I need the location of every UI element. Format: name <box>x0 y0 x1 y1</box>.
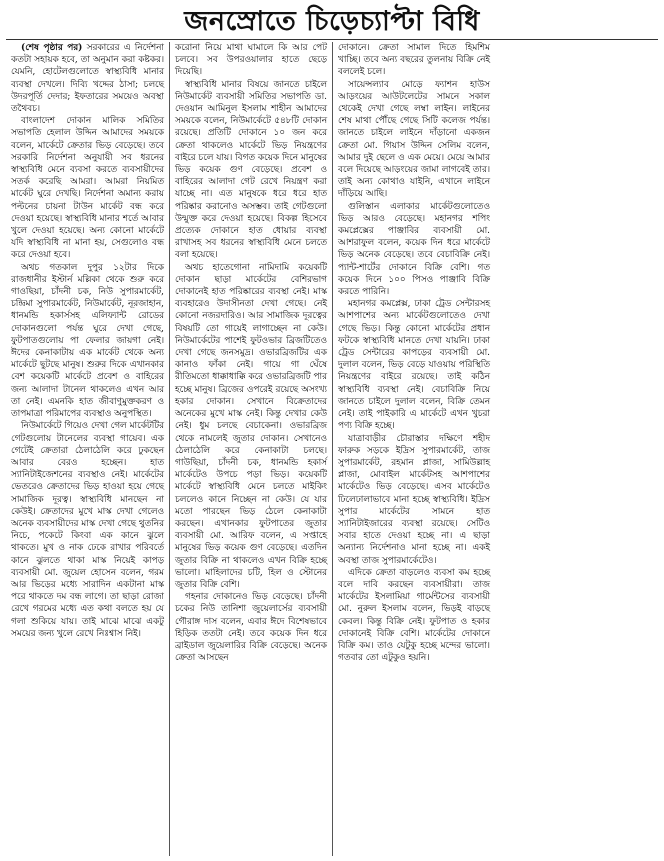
paragraph <box>175 262 327 591</box>
paragraph-text: করোনা নিয়ে মাথা ঘামালে কি আর পেট চলবে। সব উপরওয়ালার হাতে ছেড়ে দিয়েছি। <box>175 43 327 78</box>
paragraph <box>338 79 490 201</box>
paragraph-text: এদিকে ক্রেতা বাড়লেও ব্যবসা কম হচ্ছে বলে দাবি করছেন ব্যবসায়ীরা। তাজ মার্কেটের ইসলামিয়া গার্মেন্টসের ব্যবসায়ী মো. নুরুল ইসলাম বলেন, ভিড়ই বাড়ছে কেবল। কিন্তু বিক্রি নেই। ফুটপাত ও হকার দোকানেই বিক্রি বেশি। মার্কেটের দোকানে বিক্রি কম। তাও যেটুকু হচ্ছে মন্দের ভালো। গতবার তো এটুকুও হয়নি। <box>338 567 490 664</box>
paragraph-text: যাত্রাবাড়ীর চৌরাস্তার দক্ষিণে শহীদ ফারুক সড়কে ইদ্রিস সুপারমার্কেট, তাজ সুপারমার্কেট, রহমান প্লাজা, সামিউল্লাহ প্লাজা, মোবাইল মার্কেটসহ আশপাশের মার্কেটেও ভিড় বেড়েছে। এসব মার্কেটেও ঢিলেঢালাভাবে মানা হচ্ছে স্বাস্থ্যবিধি। ইদ্রিস সুপার মার্কেটের সামনে হাত স্যানিটাইজারের ব্যবস্থা রয়েছে। সেটিও সবার হাতে দেওয়া হচ্ছে না। এ ছাড়া অন্যান্য নির্দেশনাও মানা হচ্ছে না। একই অবস্থা তাজ সুপারমার্কেটেও। <box>338 433 490 566</box>
paragraph-text: গহনার দোকানেও ভিড় বেড়েছে। চাঁদনী চকের নিউ তানিশা জুয়েলার্সের ব্যবসায়ী গৌরাঙ্গ দাস বলেন, এবার ঈদে বিশেষভাবে হিড়িক ততটা নেই। তবে কয়েক দিন ধরে ব্রাইডাল জুয়েলারির বিক্রি বেড়েছে। অনেক ক্রেতা আসছেন <box>175 592 327 664</box>
paragraph-text: নিউমার্কেটে গিয়েও দেখা গেল মার্কেটটির গেটগুলোয় টানেলের ব্যবস্থা গায়েব। এক গেটেই ক্রেতারা ঠেলাঠেলি করে ঢুকছেন আবার বেরও হচ্ছেন। হাত স্যানিটাইজেশনের ব্যবস্থাও নেই। মার্কেটের ভেতরেও ক্রেতাদের ভিড় হাওয়া হয়ে গেছে সামাজিক দূরত্ব। স্বাস্থ্যবিধি মানছেন না কেউই। ক্রেতাদের মুখে মাস্ক দেখা গেলেও অনেক ব্যবসায়ীদের মাস্ক দেখা গেছে থুতনির নিচে, পকেটে কিংবা এক কানে ঝুলে থাকতে। মুখ ও নাক ঢেকে রাখার পরিবর্তে কানে ঝুলতে থাকা মাস্ক নিয়েই কাপড় ব্যবসায়ী মো. জুয়েল হোসেন বলেন, গরম আর ভিড়ের মধ্যে সারাদিন একটানা মাস্ক পরে থাকতে দম বন্ধ লাগে। তা ছাড়া রোজা রেখে গরমের মধ্যে এত কথা বলতে হয় যে গলা শুকিয়ে যায়। তাই মাঝে মাঝে একটু সময়ের জন্য খুলে রেখে নিঃশ্বাস নিই। <box>11 421 164 639</box>
paragraph-text: স্বাস্থ্যবিধি মানার বিষয়ে জানতে চাইলে নিউমার্কেট ব্যবসায়ী সমিতির সভাপতি ডা. দেওয়ান আমিনুল ইসলাম শাহীন আমাদের সময়কে বলেন, নিউমার্কেটে ৫৪৮টি দোকান রয়েছে। প্রতিটি দোকানে ১০ জন করে ক্রেতা থাকলেও মার্কেটে ভিড় নিয়ন্ত্রণের বাইরে চলে যায়। বিগত কয়েক দিনে মানুষের ভিড় কয়েক গুণ বেড়েছে। প্রবেশ ও বাহিরের আলাদা গেট রেখে নিয়ন্ত্রণ করা যাচ্ছে না। এত মানুষকে ধরে ধরে হাত পরিষ্কার করানোও অসম্ভব। তাই গেটগুলো উন্মুক্ত করে দেওয়া হয়েছে। বিকল্প হিসেবে প্রত্যেক দোকানে হাত ধোয়ার ব্যবস্থা রাখাসহ সব ধরনের স্বাস্থ্যবিধি মেনে চলতে বলা হয়েছে। <box>175 79 327 261</box>
column-1 <box>6 42 169 856</box>
paragraph <box>338 298 490 432</box>
paragraph <box>11 420 164 640</box>
paragraph <box>11 115 164 261</box>
column-2 <box>169 42 332 856</box>
paragraph <box>11 262 164 421</box>
paragraph-text: সায়েন্সল্যাব মোড়ে ফ্যাশন হাউস আড়ংয়ের আউটলেটের সামনে সকাল থেকেই দেখা গেছে লম্বা লাইন। লাইনের শেষ মাথা পৌঁছে গেছে সিটি কলেজ পর্যন্ত। জানতে চাইলে লাইনে দাঁড়ানো একজন ক্রেতা মো. গিয়াস উদ্দিন সেলিম বলেন, আমার দুই ছেলে ও এক মেয়ে। মেয়ে আমার বলে দিয়েছে আড়ংয়ের জামা লাগবেই তার। তাই অন্য কোথাও যাইনি, এখানে লাইনে দাঁড়িয়ে আছি। <box>338 79 490 200</box>
paragraph-text: গুলিস্তান এলাকার মার্কেটগুলোতেও ভিড় আরও বেড়েছে। মহানগর শপিং কমপ্লেক্সের পাঞ্জাবির ব্যবসায়ী মো. আশরাফুল বলেন, কয়েক দিন ধরে মার্কেটে ভিড় অনেক বেড়েছে। তবে বেচাবিক্রি নেই। প্যান্ট-শার্টের দোকানে বিক্রি বেশি। গত কয়েক দিনে ১০০ পিসও পাঞ্জাবি বিক্রি করতে পারিনি। <box>338 201 490 298</box>
paragraph <box>338 42 490 79</box>
paragraph-text: বাংলাদেশ দোকান মালিক সমিতির সভাপতি হেলাল উদ্দিন আমাদের সময়কে বলেন, মার্কেটে ক্রেতার ভিড় বেড়েছে। তবে সরকারি নির্দেশনা অনুযায়ী সব ধরনের স্বাস্থ্যবিধি মেনে ব্যবসা করতে ব্যবসায়ীদের সতর্ক করেছি আমরা। আমরা নিয়মিত মার্কেট ঘুরে দেখছি। নির্দেশনা অমান্য করায় পল্টনের চায়না টাউন মার্কেট বন্ধ করে দেওয়া হয়েছে। স্বাস্থ্যবিধি মানার শর্তে আবার খুলে দেওয়া হয়েছে। অন্য কোনো মার্কেটে যদি স্বাস্থ্যবিধি না মানা হয়, সেগুলোও বন্ধ করে দেওয়া হবে। <box>11 116 164 261</box>
paragraph-text: অথচ গতকাল দুপুর ১২টার দিকে রাজধানীর ইস্টার্ন মল্লিকা থেকে শুরু করে গাওছিয়া, চাঁদনী চক, নিউ সুপারমার্কেট, চন্দ্রিমা সুপারমার্কেট, নিউমার্কেট, নূরজাহান, ধানমন্ডি হকার্সসহ এলিফ্যান্ট রোডের দোকানগুলো পর্যন্ত ঘুরে দেখা গেছে, ফুটপাতগুলোয় পা ফেলার জায়গা নেই। ঈদের কেনাকাটায় এক মার্কেট থেকে অন্য মার্কেটে ছুটছে মানুষ। শুরুর দিকে এখানকার বেশ কয়েকটি মার্কেটে প্রবেশ ও বাহিরের জন্য আলাদা টানেল থাকলেও এখন আর তা নেই। এমনকি হাত জীবাণুমুক্তকরণ ও তাপমাত্রা পরিমাপের ব্যবস্থাও অনুপস্থিত। <box>11 262 164 420</box>
paragraph <box>11 42 164 115</box>
continuation-marker: (শেষ পৃষ্ঠার পর) <box>21 43 83 53</box>
paragraph <box>338 201 490 299</box>
paragraph-text: দোকানে। ক্রেতা সামাল দিতে হিমশিম খাচ্ছি। তবে অন্য বছরের তুলনায় বিক্রি নেই বললেই চলে। <box>338 43 490 78</box>
headline: জনস্রোতে চিড়েচ্যাপ্টা বিধি <box>6 4 658 40</box>
paragraph-text: সরকারের এ নির্দেশনা কতটা সহায়ক হবে, তা অনুমান করা কষ্টকর। যেমনি, হোটেলগুলোতে স্বাস্থ্যবিধি মানার ব্যবস্থা দেখলে। দিব্যি খদ্দের ঠাসা; চলছে উদরপূর্তি দেদার; ইফতারের সময়েও অবস্থা তথৈবচ। <box>11 43 164 115</box>
paragraph-text: অথচ হাতেগোনা নামিদামি কয়েকটি দোকান ছাড়া মার্কেটের বেশিরভাগ দোকানেই হাত পরিষ্কারের ব্যবস্থা নেই। মাস্ক ব্যবহারেও উদাসীনতা দেখা গেছে। নেই কোনো নজরদারিও। আর সামাজিক দূরত্বের বিষয়টি তো গায়েই লাগাচ্ছেন না কেউ। নিউমার্কেটের পাশেই ফুটওভার ব্রিজটিতেও দেখা গেছে জনসমুদ্র। ওভারব্রিজটির এক কানাও ফাঁকা নেই। গায়ে গা ঘেঁষে রীতিমতো ধাক্কাধাক্কি করে ওভারব্রিজটি পার হচ্ছে মানুষ। ব্রিজের ওপরেই রয়েছে অসংখ্য হকার দোকান। সেখানে বিক্রেতাদের অনেকের মুখে মাস্ক নেই। কিন্তু দেখার কেউ নেই। ধুম চলছে বেচাকেনা। ওভারব্রিজ থেকে নামলেই জুতার দোকান। সেখানেও ঠেলাঠেলি করে কেনাকাটা চলছে। গাউছিয়া, চাঁদনী চক, ধানমন্ডি হকার্স মার্কেটেও উপচে পড়া ভিড়। কয়েকটি মার্কেটে স্বাস্থ্যবিধি মেনে চলতে মাইকিং চললেও কানে নিচ্ছেন না কেউ। যে যার মতো পারছেন ভিড় ঠেলে কেনাকাটা করছেন। এখানকার ফুটপাতের জুতার ব্যবসায়ী মো. আরিফ বলেন, এ সপ্তাহে মানুষের ভিড় কয়েক গুণ বেড়েছে। এতদিন জুতার বিক্রি না থাকলেও এখন বিক্রি হচ্ছে ভালো। মাহিলাদের চটি, হিল ও স্টোনের জুতার বিক্রি বেশি। <box>175 262 327 590</box>
paragraph <box>338 433 490 567</box>
paragraph <box>175 591 327 664</box>
paragraph <box>338 567 490 665</box>
article-body <box>6 42 658 856</box>
column-3 <box>332 42 495 856</box>
paragraph-text: মহানগর কমপ্লেক্স, ঢাকা ট্রেড সেন্টারসহ আশপাশের অন্য মার্কেটগুলোতেও দেখা গেছে ভিড়। কিন্তু কোনো মার্কেটের প্রধান ফটকে স্বাস্থ্যবিধি মানতে দেখা যায়নি। ঢাকা ট্রেড সেন্টারের কাপড়ের ব্যবসায়ী মো. দুলাল বলেন, ভিড় বেড়ে যাওয়ায় পরিস্থিতি নিয়ন্ত্রণের বাইরে রয়েছে। তাই কঠিন স্বাস্থ্যবিধি ব্যবস্থা নেই। বেচাবিক্রি নিয়ে জানতে চাইলে দুলাল বলেন, বিক্রি তেমন নেই। তাই পাইকারি এ মার্কেটে এখন খুচরা পণ্য বিক্রি হচ্ছে। <box>338 299 490 432</box>
paragraph <box>175 79 327 262</box>
paragraph <box>175 42 327 79</box>
